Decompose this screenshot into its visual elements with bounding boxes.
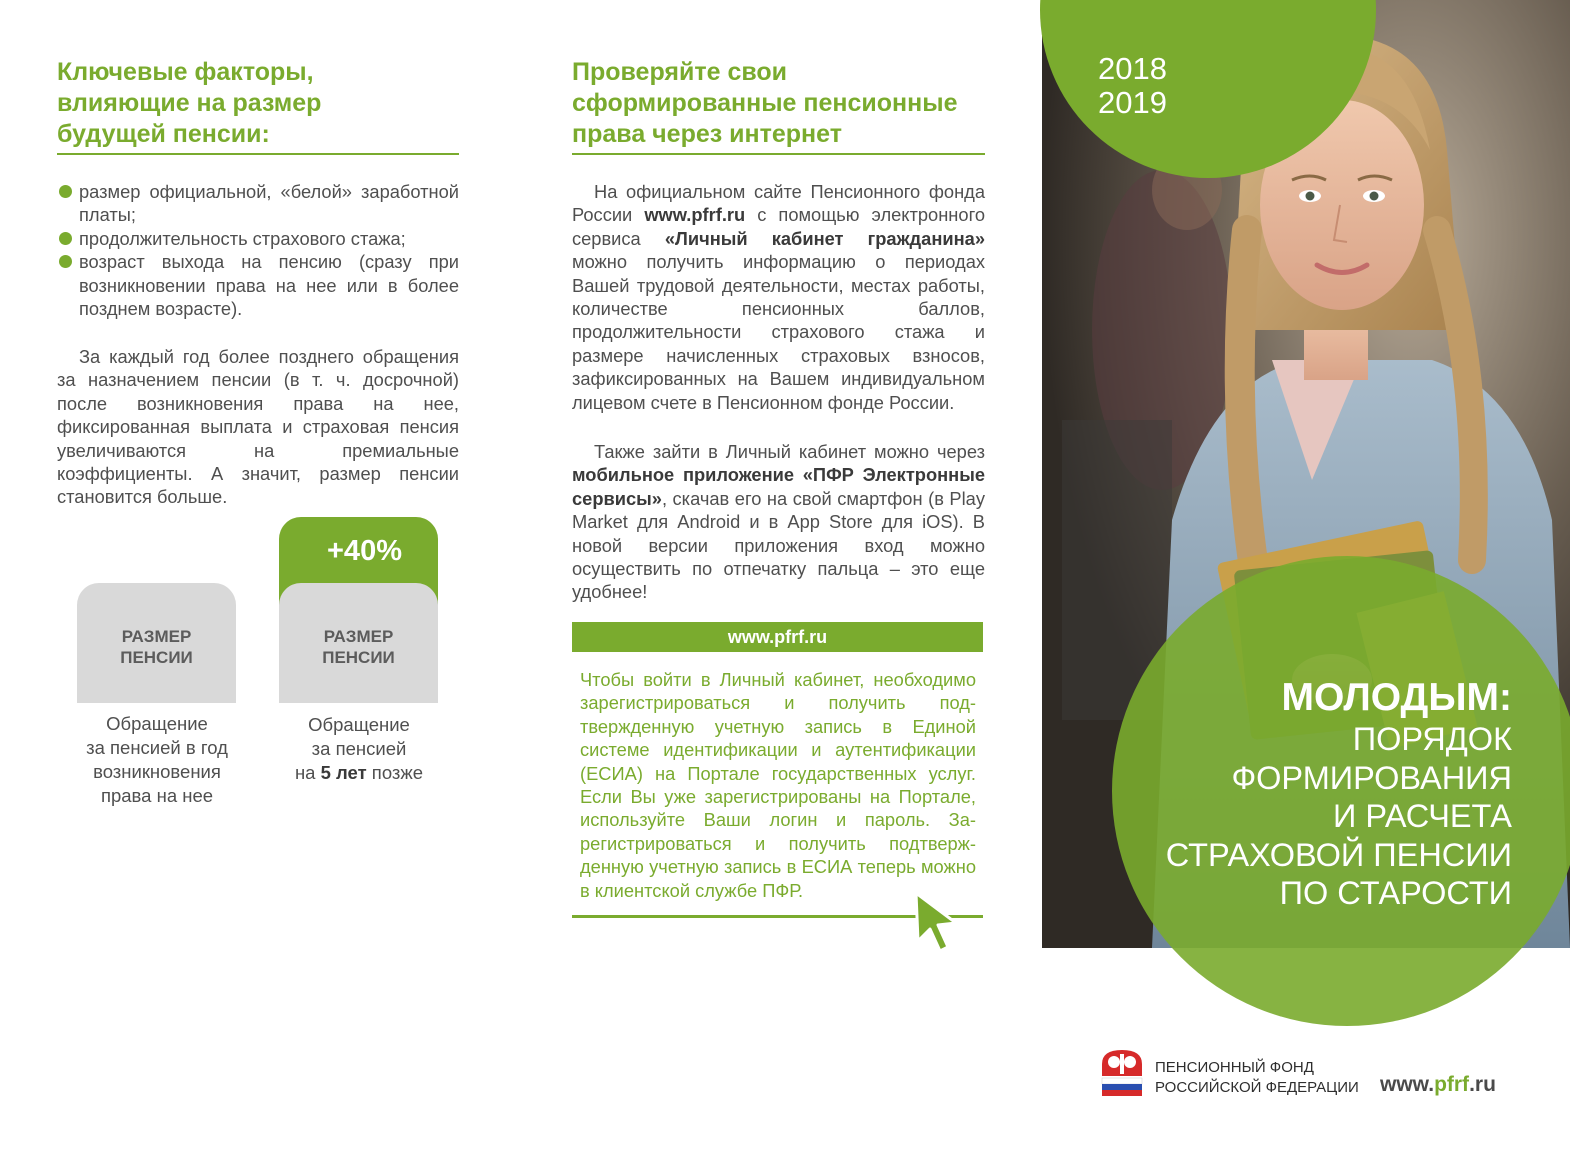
app-paragraph: Также зайти в Личный кабинет можно через мобильное приложение «ПФР Электронные сервисы», скачав его на свой смартфон (в Play Market для Android и в App Store для iOS). В новой версии приложения вход можно осуществить по отпечатку пальца – это еще удобнее! [572,441,985,603]
title-highlight: МОЛОДЫМ: [1281,676,1512,719]
card-body [279,583,438,703]
middle-heading: Проверяйте свои сформированные пенсионные права через интернет [572,58,958,148]
list-item: размер официальной, «белой» заработной платы; [57,180,459,227]
bullet-dot-icon [59,232,72,245]
title-line: ПО СТАРОСТИ [1279,875,1512,911]
org-name: ПЕНСИОННЫЙ ФОНД РОССИЙСКОЙ ФЕДЕРАЦИИ [1155,1059,1359,1096]
pension-card-deferred [279,517,438,703]
site-link[interactable]: www.pfrf.ru [644,204,746,226]
factor-list [57,180,459,320]
card-label: РАЗМЕР ПЕНСИИ [120,627,193,667]
bullet-dot-icon [59,255,72,268]
cursor-arrow-icon [912,891,960,953]
left-heading: Ключевые факторы, влияющие на размер будущей пенсии: [57,58,322,148]
card-caption-on-time: Обращение за пенсией в год возникновения права на нее [86,713,228,806]
left-heading-rule [57,153,459,155]
title-line: СТРАХОВОЙ ПЕНСИИ [1165,836,1512,873]
year-label: 2018 2019 [1098,51,1167,120]
site-bar[interactable]: www.pfrf.ru [572,622,983,652]
title-line: ФОРМИРОВАНИЯ [1231,759,1512,796]
registration-note: Чтобы войти в Личный кабинет, необходимо зарегистрироваться и получить подтвержденную учетную запись в Единой системе идентификации и аутентификации (ЕСИА) на Портале государственных услуг. Если Вы уже зарегистрированы на Портале, используйте Ваши логин и пароль. Зарегистрироваться и получить подтвержденную учетную запись в ЕСИА теперь можно в клиентской службе ПФР. [580,669,976,901]
list-item: продолжительность страхового стажа; [57,227,459,250]
pfr-logo-icon [1098,1046,1146,1098]
card-label: РАЗМЕР ПЕНСИИ [322,627,395,667]
brochure-title [1166,676,1512,913]
middle-heading-rule [572,153,985,155]
card-caption-deferred: Обращение за пенсией на 5 лет позже [294,714,424,783]
pension-card-on-time [77,583,236,703]
bonus-badge: +40% [327,535,402,567]
title-line: ПОРЯДОК [1352,721,1512,757]
footer-site-link[interactable]: www.pfrf.ru [1380,1073,1496,1096]
deferral-paragraph: За каждый год более позднего обращения за назначением пенсии (в т. ч. досрочной) после возникновения права на нее, фиксированная выплата и страховая пенсия увеличиваются на премиальные коэффициенты. А значит, размер пенсии становится больше. [57,346,459,508]
list-item: возраст выхода на пенсию (сразу при возникновении права на нее или в более позднем возрасте). [57,250,459,320]
bullet-dot-icon [59,185,72,198]
online-paragraph: На официальном сайте Пенсионного фонда России www.pfrf.ru с помощью электронного сервиса «Личный кабинет гражданина» можно получить информацию о периодах Вашей трудовой деятельности, местах работы, количестве пенсионных баллов, продолжительности страхового стажа и размере начисленных страховых взносов, зафиксированных на Вашем индивидуальном лицевом счете в Пенсионном фонде России. [572,181,986,413]
title-line: И РАСЧЕТА [1332,798,1512,834]
